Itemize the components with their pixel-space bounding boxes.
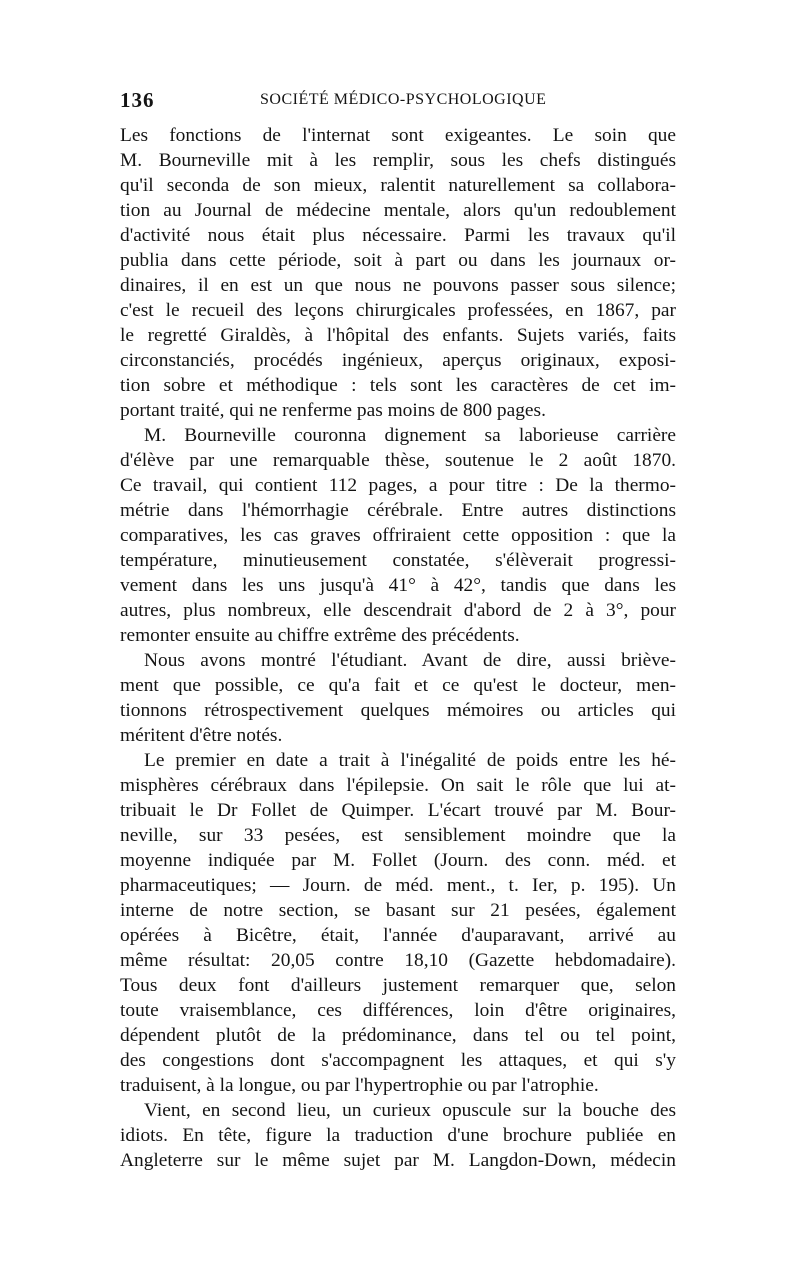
text-line: Vient, en second lieu, un curieux opuscule sur la bouche des [144, 1100, 676, 1121]
text-line: température, minutieusement constatée, s'élèverait progressi- [120, 550, 676, 571]
running-head [120, 88, 678, 116]
text-line: opérées à Bicêtre, était, l'année d'auparavant, arrivé au [120, 925, 676, 946]
text-line: métrie dans l'hémorrhagie cérébrale. Entre autres distinctions [120, 500, 676, 521]
text-line: des congestions dont s'accompagnent les attaques, et qui s'y [120, 1050, 676, 1071]
text-line: dépendent plutôt de la prédominance, dans tel ou tel point, [120, 1025, 676, 1046]
text-line: publia dans cette période, soit à part ou dans les journaux or- [120, 250, 676, 271]
text-line: portant traité, qui ne renferme pas moins de 800 pages. [120, 400, 546, 421]
text-line: même résultat: 20,05 contre 18,10 (Gazette hebdomadaire). [120, 950, 676, 971]
text-line: tribuait le Dr Follet de Quimper. L'écart trouvé par M. Bour- [120, 800, 676, 821]
text-line: toute vraisemblance, ces différences, loin d'être originaires, [120, 1000, 676, 1021]
text-line: moyenne indiquée par M. Follet (Journ. des conn. méd. et [120, 850, 676, 871]
text-line: misphères cérébraux dans l'épilepsie. On sait le rôle que lui at- [120, 775, 676, 796]
text-line: autres, plus nombreux, elle descendrait d'abord de 2 à 3°, pour [120, 600, 676, 621]
text-line: vement dans les uns jusqu'à 41° à 42°, tandis que dans les [120, 575, 676, 596]
text-line: pharmaceutiques; — Journ. de méd. ment., t. Ier, p. 195). Un [120, 875, 676, 896]
text-line: méritent d'être notés. [120, 725, 283, 746]
text-line: comparatives, les cas graves offriraient cette opposition : que la [120, 525, 676, 546]
text-line: tion sobre et méthodique : tels sont les caractères de cet im- [120, 375, 676, 396]
text-line: Nous avons montré l'étudiant. Avant de dire, aussi briève- [144, 650, 676, 671]
text-line: Le premier en date a trait à l'inégalité de poids entre les hé- [144, 750, 676, 771]
text-line: interne de notre section, se basant sur 21 pesées, également [120, 900, 676, 921]
page-number: 136 [120, 88, 155, 112]
text-line: M. Bourneville couronna dignement sa laborieuse carrière [144, 425, 676, 446]
journal-title: SOCIÉTÉ MÉDICO-PSYCHOLOGIQUE [260, 91, 547, 108]
text-line: M. Bourneville mit à les remplir, sous les chefs distingués [120, 150, 676, 171]
text-line: Les fonctions de l'internat sont exigeantes. Le soin que [120, 125, 676, 146]
body-text [120, 123, 676, 1173]
text-line: Tous deux font d'ailleurs justement remarquer que, selon [120, 975, 676, 996]
text-line: Angleterre sur le même sujet par M. Langdon-Down, médecin [120, 1150, 676, 1171]
text-line: qu'il seconda de son mieux, ralentit naturellement sa collabora- [120, 175, 676, 196]
text-line: tion au Journal de médecine mentale, alors qu'un redoublement [120, 200, 676, 221]
text-line: d'activité nous était plus nécessaire. Parmi les travaux qu'il [120, 225, 676, 246]
text-line: remonter ensuite au chiffre extrême des précédents. [120, 625, 520, 646]
text-line: circonstanciés, procédés ingénieux, aperçus originaux, exposi- [120, 350, 676, 371]
text-line: le regretté Giraldès, à l'hôpital des enfants. Sujets variés, faits [120, 325, 676, 346]
text-line: idiots. En tête, figure la traduction d'une brochure publiée en [120, 1125, 676, 1146]
text-line: traduisent, à la longue, ou par l'hypertrophie ou par l'atrophie. [120, 1075, 599, 1096]
text-line: c'est le recueil des leçons chirurgicales professées, en 1867, par [120, 300, 676, 321]
text-line: d'élève par une remarquable thèse, soutenue le 2 août 1870. [120, 450, 676, 471]
text-line: tionnons rétrospectivement quelques mémoires ou articles qui [120, 700, 676, 721]
text-line: dinaires, il en est un que nous ne pouvons passer sous silence; [120, 275, 676, 296]
text-line: Ce travail, qui contient 112 pages, a pour titre : De la thermo- [120, 475, 676, 496]
text-line: ment que possible, ce qu'a fait et ce qu'est le docteur, men- [120, 675, 676, 696]
text-line: neville, sur 33 pesées, est sensiblement moindre que la [120, 825, 676, 846]
